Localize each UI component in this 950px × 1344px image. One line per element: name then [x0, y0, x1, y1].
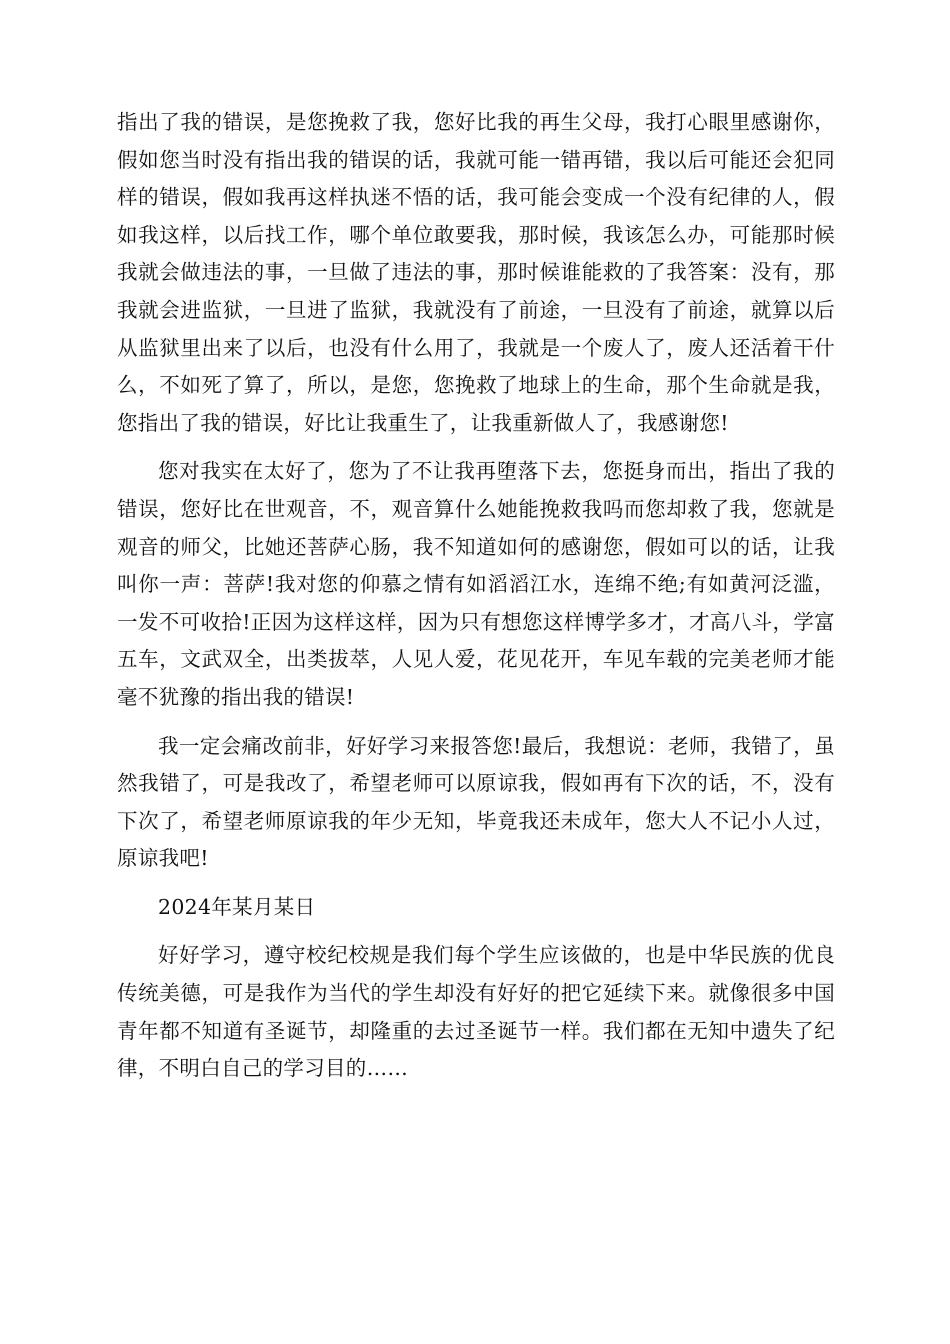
paragraph-apology: 我一定会痛改前非，好好学习来报答您!最后，我想说：老师，我错了，虽然我错了，可是我改了，希望老师可以原谅我，假如再有下次的话，不，没有下次了，希望老师原谅我的年少无知，毕竟我还未成年，您大人不记小人过，原谅我吧!: [117, 733, 835, 871]
paragraph-continuation: 指出了我的错误，是您挽救了我，您好比我的再生父母，我打心眼里感谢你，假如您当时没有指出我的错误的话，我就可能一错再错，我以后可能还会犯同样的错误，假如我再这样执迷不悟的话，我可能会变成一个没有纪律的人，假如我这样，以后找工作，哪个单位敢要我，那时候，我该怎么办，可能那时候我就会做违法的事，一旦做了违法的事，那时候谁能救的了我答案：没有，那我就会进监狱，一旦进了监狱，我就没有了前途，一旦没有了前途，就算以后从监狱里出来了以后，也没有什么用了，我就是一个废人了，废人还活着干什么，不如死了算了，所以，是您，您挽救了地球上的生命，那个生命就是我，您指出了我的错误，好比让我重生了，让我重新做人了，我感谢您!: [117, 110, 835, 435]
date-line: 2024年某月某日: [158, 894, 316, 919]
document-body: [117, 104, 835, 1099]
paragraph-study: 好好学习，遵守校纪校规是我们每个学生应该做的，也是中华民族的优良传统美德，可是我作为当代的学生却没有好好的把它延续下来。就像很多中国青年都不知道有圣诞节，却隆重的去过圣诞节一样。我们都在无知中遗失了纪律，不明白自己的学习目的……: [117, 943, 835, 1081]
paragraph-praise: 您对我实在太好了，您为了不让我再堕落下去，您挺身而出，指出了我的错误，您好比在世观音，不，观音算什么她能挽救我吗而您却救了我，您就是观音的师父，比她还菩萨心肠，我不知道如何的感谢您，假如可以的话，让我叫你一声：菩萨!我对您的仰慕之情有如滔滔江水，连绵不绝;有如黄河泛滥，一发不可收拾!正因为这样这样，因为只有想您这样博学多才，才高八斗，学富五车，文武双全，出类拔萃，人见人爱，花见花开，车见车载的完美老师才能毫不犹豫的指出我的错误!: [117, 459, 835, 709]
